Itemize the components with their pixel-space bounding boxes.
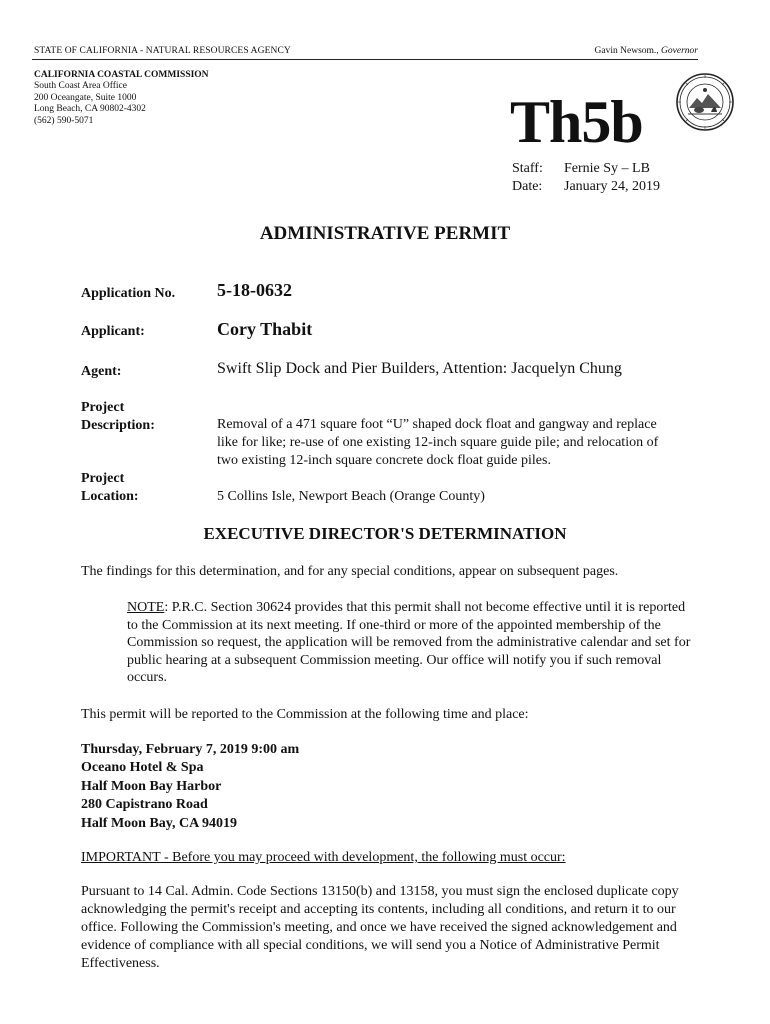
governor-line xyxy=(595,46,698,56)
location-label xyxy=(81,470,139,505)
meeting-city: Half Moon Bay, CA 94019 xyxy=(81,815,237,831)
agency-header: STATE OF CALIFORNIA - NATURAL RESOURCES AGENCY xyxy=(34,46,291,56)
determination-heading: EXECUTIVE DIRECTOR'S DETERMINATION xyxy=(203,524,567,543)
governor-name: Gavin Newsom., xyxy=(594,46,662,56)
note-paragraph xyxy=(127,599,697,687)
staff-name: Fernie Sy – LB xyxy=(564,161,650,176)
meeting-datetime: Thursday, February 7, 2019 9:00 am xyxy=(81,742,300,757)
phone-number: (562) 590-5071 xyxy=(34,115,94,126)
staff-label: Staff: xyxy=(512,161,543,176)
description-label-line-2: Description: xyxy=(81,417,155,433)
location-label-line-2: Location: xyxy=(81,488,139,504)
important-heading: IMPORTANT - Before you may proceed with development, the following must occur: xyxy=(81,850,566,865)
applicant-label: Applicant: xyxy=(81,324,145,339)
findings-paragraph: The findings for this determination, and for any special conditions, appear on subsequent pages. xyxy=(81,564,619,579)
governor-title: Governor xyxy=(661,46,698,56)
area-office: South Coast Area Office xyxy=(34,81,127,92)
meeting-block xyxy=(81,741,299,833)
state-seal-icon xyxy=(675,72,735,132)
address-line-2: Long Beach, CA 90802-4302 xyxy=(34,104,146,115)
agent-value: Swift Slip Dock and Pier Builders, Attention: Jacquelyn Chung xyxy=(217,360,622,377)
project-location: 5 Collins Isle, Newport Beach (Orange County) xyxy=(217,489,485,504)
meeting-street: 280 Capistrano Road xyxy=(81,797,208,813)
address-line-1: 200 Oceangate, Suite 1000 xyxy=(34,92,137,103)
description-label-line-1: Project xyxy=(81,400,125,415)
agenda-item-number: Th5b xyxy=(510,89,643,155)
application-number: 5-18-0632 xyxy=(217,280,292,300)
reported-paragraph: This permit will be reported to the Commission at the following time and place: xyxy=(81,707,529,722)
staff-block xyxy=(512,160,660,196)
date-label: Date: xyxy=(512,179,543,194)
description-label xyxy=(81,399,155,434)
applicant-name: Cory Thabit xyxy=(217,319,313,339)
important-paragraph: Pursuant to 14 Cal. Admin. Code Sections 13150(b) and 13158, you must sign the enclosed duplicate copy acknowledging the permit's receipt and accepting its contents, including all conditions, and return it to our office. Following the Commission's meeting, and once we have received the signed acknowledgement and evidence of compliance with all special conditions, we will send you a Notice of Administrative Permit Effectiveness. xyxy=(81,884,679,971)
commission-name: CALIFORNIA COASTAL COMMISSION xyxy=(34,70,209,80)
application-label: Application No. xyxy=(81,286,176,301)
meeting-harbor: Half Moon Bay Harbor xyxy=(81,778,222,794)
note-label: NOTE xyxy=(127,600,165,615)
project-description: Removal of a 471 square foot “U” shaped dock float and gangway and replace like for like; re-use of one existing 12-inch square guide pile; and relocation of two existing 12-inch square concrete dock float guide piles. xyxy=(217,417,659,468)
header-rule xyxy=(32,59,698,60)
meeting-venue: Oceano Hotel & Spa xyxy=(81,760,204,776)
location-label-line-1: Project xyxy=(81,471,125,486)
note-text: : P.R.C. Section 30624 provides that this permit shall not become effective until it is reported to the Commission at its next meeting. If one-third or more of the appointed membership of the Commission so request, the application will be removed from the administrative calendar and set for public hearing at a subsequent Commission meeting. Our office will notify you if such removal occurs. xyxy=(127,600,691,685)
agent-label: Agent: xyxy=(81,364,122,379)
office-block xyxy=(34,70,209,127)
staff-date: January 24, 2019 xyxy=(564,179,661,194)
document-title: ADMINISTRATIVE PERMIT xyxy=(259,223,511,244)
